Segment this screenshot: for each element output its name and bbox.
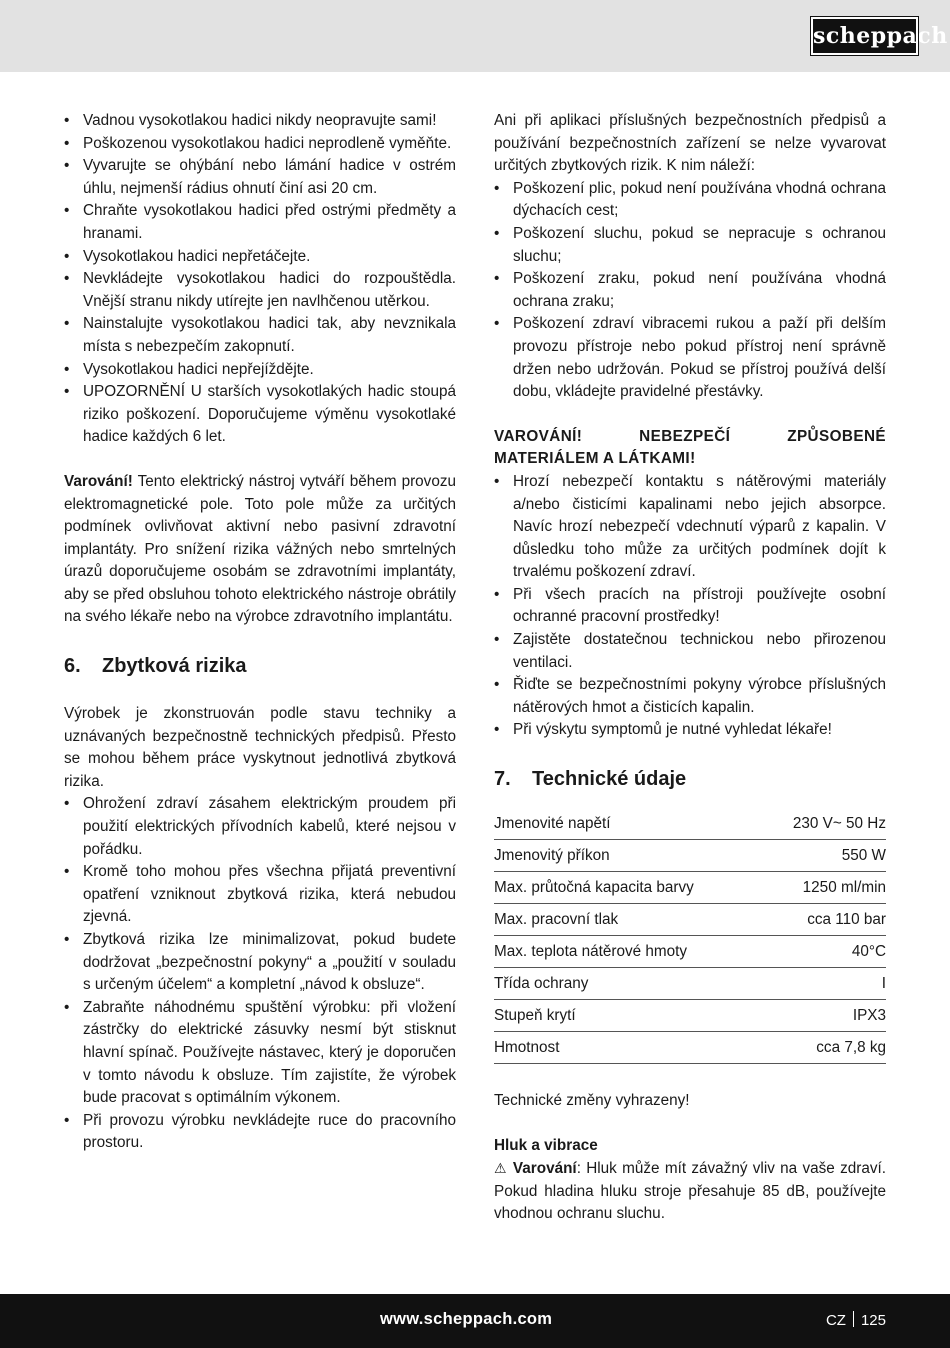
spec-label: Hmotnost	[494, 1032, 694, 1064]
spec-label: Jmenovitý příkon	[494, 840, 694, 872]
list-item: • Vadnou vysokotlakou hadici nikdy neopravujte sami!	[64, 110, 456, 133]
section-number: 6.	[64, 655, 81, 678]
noise-heading: Hluk a vibrace	[494, 1136, 598, 1154]
list-item: • Hrozí nebezpečí kontaktu s nátěrovými materiály a/nebo čisticími kapalinami nebo jejich absorpce. Navíc hrozí nebezpečí vdechnutí výparů z kapalin. V důsledku toho může za určitých podmínek dojít k trvalému poškození zdraví.	[494, 471, 886, 584]
list-item: • Při všech pracích na přístroji používejte osobní ochranné pracovní prostředky!	[494, 584, 886, 629]
right-column	[494, 110, 886, 1226]
scheppach-logo: scheppach	[811, 17, 918, 55]
list-item: • Chraňte vysokotlakou hadici před ostrými předměty a hranami.	[64, 200, 456, 245]
table-row	[494, 1000, 886, 1032]
section-6-heading	[64, 653, 456, 679]
list-item: • Poškození zdraví vibracemi rukou a paží při delším provozu přístroje nebo pokud přístroj není správně držen nebo udržován. Pokud se přístroj používá delší dobu, vkládejte pravidelné přestávky.	[494, 313, 886, 403]
section-7-heading	[494, 766, 886, 792]
spec-label: Max. průtočná kapacita barvy	[494, 872, 694, 904]
list-item: • Při provozu výrobku nevkládejte ruce do pracovního prostoru.	[64, 1110, 456, 1155]
list-item: • Poškozenou vysokotlakou hadici neprodleně vyměňte.	[64, 133, 456, 156]
warning-label: Varování!	[64, 472, 133, 490]
spec-value: cca 7,8 kg	[694, 1032, 886, 1064]
noise-warning	[494, 1157, 886, 1226]
language-code: CZ	[825, 1312, 846, 1329]
technical-changes-note: Technické změny vyhrazeny!	[494, 1092, 690, 1110]
warning-triangle-icon: ⚠	[494, 1160, 508, 1177]
health-risk-list	[494, 178, 886, 404]
table-row	[494, 936, 886, 968]
material-risk-list	[494, 471, 886, 742]
warning-text: Tento elektrický nástroj vytváří během provozu elektromagnetické pole. Toto pole může za určitých podmínek ovlivňovat aktivní nebo pasivní zdravotní implantáty. Pro snížení rizika vážných nebo smrtelných úrazů doporučujeme osobám se zdravotními implantáty, aby se před obsluhou tohoto elektrického nástroje obrátily na svého lékaře nebo na výrobce zdravotního implantátu.	[64, 472, 456, 626]
residual-risk-intro: Výrobek je zkonstruován podle stavu techniky a uznávaných bezpečnostně technických předpisů. Přesto se mohou během práce vyskytnout jednotlivá zbytková rizika.	[64, 705, 456, 790]
website-link[interactable]: www.scheppach.com	[380, 1310, 553, 1328]
page-footer	[0, 1294, 950, 1348]
residual-risk-list	[64, 793, 456, 1155]
table-row	[494, 968, 886, 1000]
material-warning-heading: VAROVÁNÍ! NEBEZPEČÍ ZPŮSOBENÉ MATERIÁLEM A LÁTKAMI!	[494, 427, 886, 468]
spec-value: IPX3	[694, 1000, 886, 1032]
list-item: • Vysokotlakou hadici nepřetáčejte.	[64, 246, 456, 269]
section-number: 7.	[494, 768, 511, 791]
list-item: • UPOZORNĚNÍ U starších vysokotlakých hadic stoupá riziko poškození. Doporučujeme výměnu vysokotlaké hadice každých 6 let.	[64, 381, 456, 449]
list-item: • Zajistěte dostatečnou technickou nebo přirozenou ventilaci.	[494, 629, 886, 674]
list-item: • Zabraňte náhodnému spuštění výrobku: při vložení zástrčky do elektrické zásuvky nesmí být stisknut hlavní spínač. Používejte nástavec, který je doporučen v tomto návodu k obsluze. Tím zajistíte, že výrobek bude pracovat s optimálním výkonem.	[64, 997, 456, 1110]
spec-label: Jmenovité napětí	[494, 808, 694, 840]
spec-value: 1250 ml/min	[694, 872, 886, 904]
tech-specs-table	[494, 808, 886, 1064]
spec-value: 230 V~ 50 Hz	[694, 808, 886, 840]
page-header	[0, 0, 950, 72]
table-row	[494, 808, 886, 840]
spec-label: Stupeň krytí	[494, 1000, 694, 1032]
em-field-warning	[64, 471, 456, 629]
list-item: • Ohrožení zdraví zásahem elektrickým proudem při použití elektrických přívodních kabelů, které nejsou v pořádku.	[64, 793, 456, 861]
hose-safety-list	[64, 110, 456, 449]
list-item: • Zbytková rizika lze minimalizovat, pokud budete dodržovat „bezpečnostní pokyny“ a „použití v souladu s určeným účelem“ a kompletní „návod k obsluze“.	[64, 929, 456, 997]
table-row	[494, 904, 886, 936]
spec-label: Max. teplota nátěrové hmoty	[494, 936, 694, 968]
list-item: • Nainstalujte vysokotlakou hadici tak, aby nevznikala místa s nebezpečím zakopnutí.	[64, 313, 456, 358]
section-title: Technické údaje	[532, 768, 687, 791]
spec-value: I	[694, 968, 886, 1000]
left-column	[64, 110, 456, 1155]
list-item: • Nevkládejte vysokotlakou hadici do rozpouštědla. Vnější stranu nikdy utírejte jen navlhčenou utěrkou.	[64, 268, 456, 313]
spec-label: Max. pracovní tlak	[494, 904, 694, 936]
list-item: • Řiďte se bezpečnostními pokyny výrobce příslušných nátěrových hmot a čisticích kapalin.	[494, 674, 886, 719]
warning-label: Varování	[512, 1160, 577, 1178]
table-row	[494, 840, 886, 872]
list-item: • Poškození plic, pokud není používána vhodná ochrana dýchacích cest;	[494, 178, 886, 223]
list-item: • Poškození sluchu, pokud se nepracuje s ochranou sluchu;	[494, 223, 886, 268]
list-item: • Při výskytu symptomů je nutné vyhledat lékaře!	[494, 719, 886, 742]
warning-text: : Hluk může mít závažný vliv na vaše zdraví. Pokud hladina hluku stroje přesahuje 85 dB, používejte vhodnou ochranu sluchu.	[494, 1160, 886, 1223]
spec-value: 40°C	[694, 936, 886, 968]
list-item: • Kromě toho mohou přes všechna přijatá preventivní opatření vzniknout zbytková rizika, která nebudou zjevná.	[64, 861, 456, 929]
table-row	[494, 1032, 886, 1064]
page-indicator	[826, 1311, 886, 1329]
spec-label: Třída ochrany	[494, 968, 694, 1000]
residual-risk-continuation: Ani při aplikaci příslušných bezpečnostních předpisů a používání bezpečnostních zařízení se nelze vyvarovat určitých zbytkových rizik. K nim náleží:	[494, 112, 886, 175]
table-row	[494, 872, 886, 904]
section-title: Zbytková rizika	[102, 655, 247, 678]
spec-value: 550 W	[694, 840, 886, 872]
page-number: 125	[860, 1312, 886, 1329]
list-item: • Poškození zraku, pokud není používána vhodná ochrana zraku;	[494, 268, 886, 313]
spec-value: cca 110 bar	[694, 904, 886, 936]
list-item: • Vyvarujte se ohýbání nebo lámání hadice v ostrém úhlu, nejmenší rádius ohnutí činí asi 20 cm.	[64, 155, 456, 200]
list-item: • Vysokotlakou hadici nepřejíždějte.	[64, 359, 456, 382]
divider	[853, 1311, 854, 1327]
